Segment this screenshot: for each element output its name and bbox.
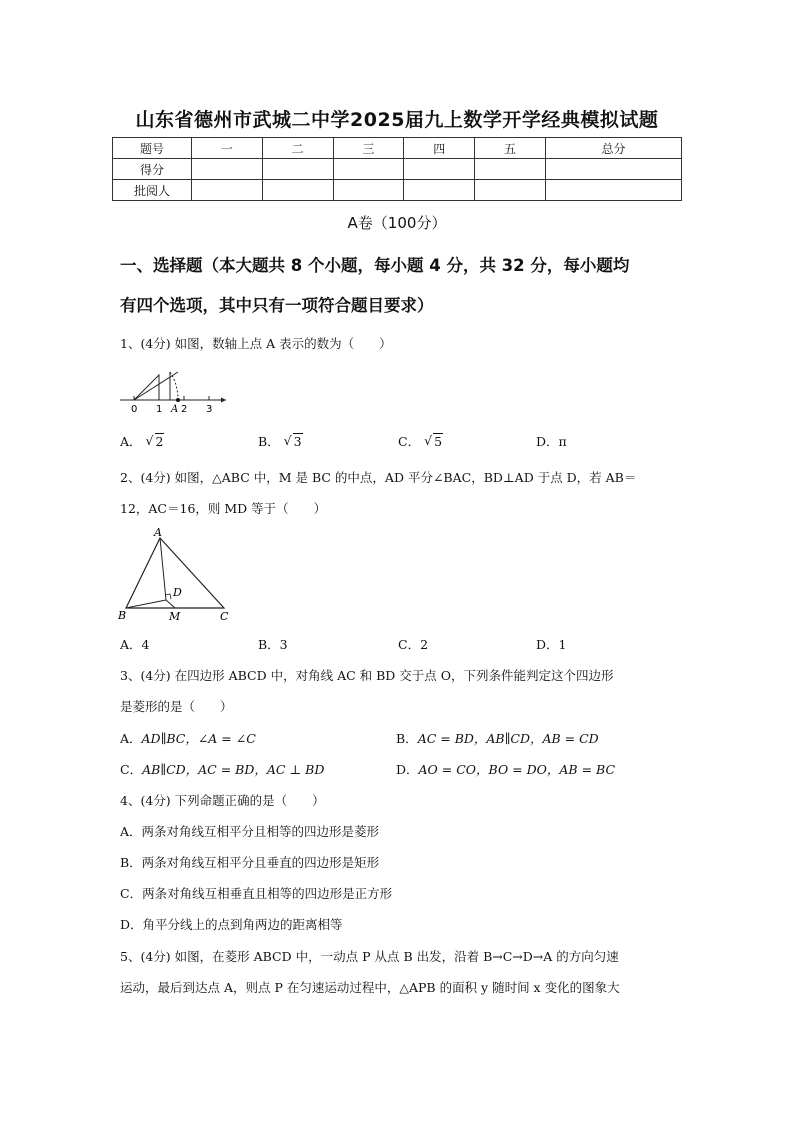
score-table-header-row bbox=[113, 138, 682, 159]
axis-label: 2 bbox=[181, 404, 188, 414]
q3-option-a[interactable]: A．AD∥BC，∠A = ∠C bbox=[120, 731, 256, 746]
question-3-stem-line-2: 是菱形的是（ ） bbox=[120, 699, 233, 714]
q3-option-d[interactable]: D．AO = CO，BO = DO，AB = BC bbox=[396, 762, 616, 777]
axis-label: 0 bbox=[131, 404, 138, 414]
score-table-cell bbox=[475, 180, 546, 201]
score-table-row bbox=[113, 180, 682, 201]
q1-option-d[interactable]: D．π bbox=[536, 434, 567, 449]
score-table-cell: 批阅人 bbox=[113, 180, 192, 201]
page-title: 山东省德州市武城二中学2025届九上数学开学经典模拟试题 bbox=[135, 109, 659, 131]
vertex-label-a: A bbox=[154, 526, 162, 539]
q1-option-a[interactable]: A． √ 2 bbox=[120, 433, 164, 449]
vertex-label-b: B bbox=[118, 609, 127, 622]
q2-option-a[interactable]: A．4 bbox=[120, 637, 150, 652]
question-3-stem-line-1: 3、(4分) 在四边形 ABCD 中，对角线 AC 和 BD 交于点 O，下列条件能判定这个四边形 bbox=[120, 668, 614, 683]
score-table-cell: 得分 bbox=[113, 159, 192, 180]
axis-label: 1 bbox=[156, 404, 163, 414]
question-1-stem: 1、(4分) 如图，数轴上点 A 表示的数为（ ） bbox=[120, 336, 392, 351]
score-table bbox=[112, 137, 682, 201]
triangle-figure bbox=[118, 526, 234, 624]
score-table-cell bbox=[262, 159, 333, 180]
score-table-cell: 一 bbox=[192, 138, 263, 159]
score-table-cell bbox=[333, 180, 404, 201]
score-table-cell: 四 bbox=[404, 138, 475, 159]
q4-option-b[interactable]: B．两条对角线互相平分且垂直的四边形是矩形 bbox=[120, 855, 380, 870]
q1-option-c[interactable]: C． √ 5 bbox=[398, 433, 443, 449]
score-table-cell: 总分 bbox=[545, 138, 681, 159]
section-heading-line-1: 一、选择题（本大题共 8 个小题，每小题 4 分，共 32 分，每小题均 bbox=[120, 256, 630, 275]
q4-option-d[interactable]: D．角平分线上的点到角两边的距离相等 bbox=[120, 917, 343, 932]
volume-label: A卷（100分） bbox=[347, 214, 447, 232]
question-2-stem-line-2: 12，AC＝16，则 MD 等于（ ） bbox=[120, 501, 327, 516]
section-heading-line-2: 有四个选项，其中只有一项符合题目要求） bbox=[120, 296, 434, 315]
question-5-stem-line-1: 5、(4分) 如图，在菱形 ABCD 中，一动点 P 从点 B 出发，沿着 B→C→D→A 的方向匀速 bbox=[120, 949, 619, 964]
q4-option-c[interactable]: C．两条对角线互相垂直且相等的四边形是正方形 bbox=[120, 886, 393, 901]
point-label-m: M bbox=[169, 610, 181, 623]
q2-option-c[interactable]: C．2 bbox=[398, 637, 429, 652]
score-table-cell: 五 bbox=[475, 138, 546, 159]
axis-label: 3 bbox=[206, 404, 213, 414]
question-2-stem-line-1: 2、(4分) 如图，△ABC 中，M 是 BC 的中点，AD 平分∠BAC，BD⊥AD 于点 D，若 AB＝ bbox=[120, 470, 637, 485]
axis-label: A bbox=[171, 404, 179, 414]
q4-option-a[interactable]: A．两条对角线互相平分且相等的四边形是菱形 bbox=[120, 824, 380, 839]
q3-option-c[interactable]: C．AB∥CD，AC = BD，AC ⊥ BD bbox=[120, 762, 325, 777]
score-table-cell bbox=[545, 159, 681, 180]
score-table-cell bbox=[404, 159, 475, 180]
score-table-cell bbox=[192, 180, 263, 201]
question-5-stem-line-2: 运动，最后到达点 A，则点 P 在匀速运动过程中，△APB 的面积 y 随时间 x 变化的图象大 bbox=[120, 980, 620, 995]
score-table-cell bbox=[333, 159, 404, 180]
question-4-stem: 4、(4分) 下列命题正确的是（ ） bbox=[120, 793, 325, 808]
score-table-cell bbox=[404, 180, 475, 201]
q1-option-b[interactable]: B． √ 3 bbox=[258, 433, 302, 449]
point-label-d: D bbox=[173, 586, 182, 599]
score-table-cell bbox=[262, 180, 333, 201]
vertex-label-c: C bbox=[220, 610, 229, 623]
score-table-row bbox=[113, 159, 682, 180]
score-table-cell: 三 bbox=[333, 138, 404, 159]
score-table-cell: 题号 bbox=[113, 138, 192, 159]
score-table-cell bbox=[475, 159, 546, 180]
score-table-cell bbox=[192, 159, 263, 180]
score-table-cell bbox=[545, 180, 681, 201]
score-table-cell: 二 bbox=[262, 138, 333, 159]
q3-option-b[interactable]: B．AC = BD，AB∥CD，AB = CD bbox=[396, 731, 599, 746]
q2-option-d[interactable]: D．1 bbox=[536, 637, 567, 652]
number-line-figure bbox=[118, 362, 230, 414]
q2-option-b[interactable]: B．3 bbox=[258, 637, 288, 652]
